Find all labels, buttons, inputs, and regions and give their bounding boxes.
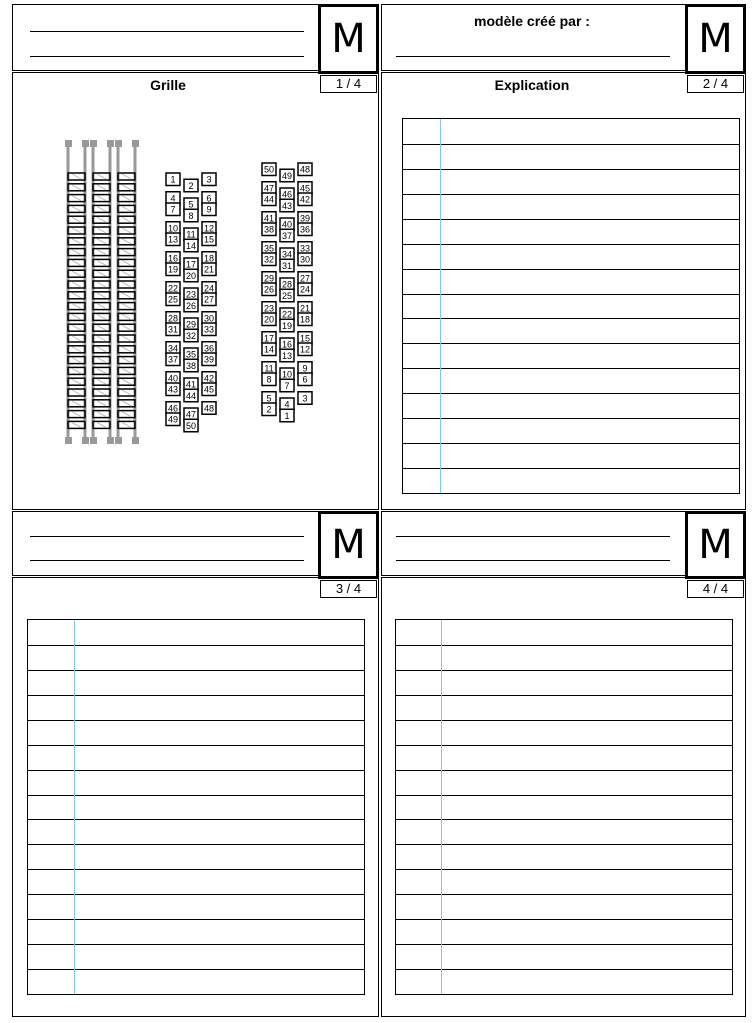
grid-cell-number: 11 bbox=[186, 229, 196, 240]
weave-thread bbox=[122, 347, 131, 352]
weave-thread bbox=[97, 185, 106, 190]
grid-cell-number: 39 bbox=[299, 213, 311, 224]
name-line-4 bbox=[30, 560, 304, 561]
weave-thread bbox=[122, 196, 131, 201]
grid-cell-number: 17 bbox=[185, 259, 197, 270]
grid-cell-number: 26 bbox=[263, 284, 275, 295]
weave-thread bbox=[122, 325, 131, 330]
weave-thread bbox=[97, 260, 106, 265]
weave-thread bbox=[72, 174, 81, 179]
note-line bbox=[28, 795, 364, 796]
grid-cell-number: 15 bbox=[299, 333, 311, 344]
grid-cell-number: 23 bbox=[185, 289, 197, 300]
weave-diagram bbox=[65, 140, 139, 444]
grid-cell-number: 16 bbox=[167, 253, 179, 264]
margin-line bbox=[74, 620, 75, 994]
note-line bbox=[28, 770, 364, 771]
grid-cell-number: 5 bbox=[266, 393, 272, 404]
grid-cell-number: 14 bbox=[185, 240, 197, 251]
grid-illustration bbox=[13, 133, 378, 463]
grid-cell-number: 27 bbox=[299, 273, 311, 284]
grid-cell-number: 18 bbox=[203, 253, 215, 264]
note-line bbox=[396, 869, 732, 870]
logo-m-1: M bbox=[318, 4, 379, 74]
lined-notes-4 bbox=[395, 619, 733, 995]
grid-cell-number: 14 bbox=[263, 344, 275, 355]
weave-thread bbox=[122, 228, 131, 233]
grid-cell-number: 44 bbox=[263, 194, 275, 205]
note-line bbox=[28, 645, 364, 646]
weave-thread bbox=[97, 379, 106, 384]
creator-label: modèle créé par : bbox=[474, 13, 590, 29]
grid-cell-number: 7 bbox=[284, 380, 290, 391]
weave-thread bbox=[72, 206, 81, 211]
note-line bbox=[403, 144, 739, 145]
note-line bbox=[28, 695, 364, 696]
weave-thread bbox=[122, 401, 131, 406]
note-line bbox=[396, 944, 732, 945]
grid-cell-number: 49 bbox=[167, 414, 179, 425]
logo-m-3: M bbox=[318, 511, 379, 579]
weave-thread bbox=[122, 358, 131, 363]
weave-thread bbox=[97, 358, 106, 363]
note-line bbox=[28, 819, 364, 820]
note-line bbox=[28, 944, 364, 945]
weave-thread bbox=[122, 217, 131, 222]
note-line bbox=[28, 894, 364, 895]
weave-thread bbox=[72, 314, 81, 319]
grid-cell-number: 41 bbox=[185, 379, 197, 390]
grid-cell-number: 41 bbox=[263, 213, 275, 224]
weave-thread bbox=[122, 185, 131, 190]
grid-cell-number: 30 bbox=[299, 254, 311, 265]
grid-cell-number: 43 bbox=[281, 200, 293, 211]
grid-cell-number: 46 bbox=[167, 403, 179, 414]
note-line bbox=[28, 969, 364, 970]
weave-thread bbox=[72, 250, 81, 255]
weave-thread bbox=[97, 412, 106, 417]
page-indicator-4: 4 / 4 bbox=[687, 580, 744, 598]
weave-thread bbox=[72, 412, 81, 417]
note-line bbox=[396, 919, 732, 920]
weave-thread bbox=[97, 293, 106, 298]
grid-cell-number: 10 bbox=[167, 223, 179, 234]
note-line bbox=[396, 645, 732, 646]
weave-thread bbox=[72, 336, 81, 341]
note-line bbox=[28, 869, 364, 870]
weave-thread bbox=[122, 250, 131, 255]
weave-thread bbox=[122, 206, 131, 211]
note-line bbox=[396, 894, 732, 895]
note-line bbox=[396, 969, 732, 970]
grid-cell-number: 35 bbox=[263, 243, 275, 254]
grid-cell-number: 3 bbox=[302, 393, 308, 404]
grid-cell-number: 33 bbox=[299, 243, 311, 254]
grid-cell-number: 40 bbox=[167, 373, 179, 384]
grid-cell-number: 3 bbox=[206, 174, 212, 185]
grid-cell-number: 35 bbox=[185, 349, 197, 360]
grid-cell-number: 15 bbox=[203, 234, 215, 245]
name-line-3 bbox=[30, 536, 304, 537]
weave-thread bbox=[72, 325, 81, 330]
panel-2 bbox=[381, 72, 746, 510]
weave-thread bbox=[122, 293, 131, 298]
weave-thread bbox=[122, 271, 131, 276]
note-line bbox=[403, 443, 739, 444]
grid-cell-number: 10 bbox=[281, 369, 293, 380]
margin-line bbox=[440, 119, 441, 493]
panel-4 bbox=[381, 577, 746, 1017]
grid-cell-number: 42 bbox=[299, 194, 311, 205]
weave-thread bbox=[97, 228, 106, 233]
grid-cell-number: 28 bbox=[167, 313, 179, 324]
grid-cell-number: 40 bbox=[281, 219, 293, 230]
grid-cell-number: 36 bbox=[299, 224, 311, 235]
weave-thread bbox=[72, 390, 81, 395]
note-line bbox=[396, 770, 732, 771]
grid-cell-number: 47 bbox=[263, 183, 275, 194]
grid-cell-number: 30 bbox=[203, 313, 215, 324]
weave-thread bbox=[72, 185, 81, 190]
weave-thread bbox=[97, 347, 106, 352]
name-line-6 bbox=[396, 560, 670, 561]
grid-cell-number: 19 bbox=[167, 264, 179, 275]
note-line bbox=[396, 720, 732, 721]
note-line bbox=[28, 720, 364, 721]
weave-thread bbox=[72, 422, 81, 427]
note-line bbox=[396, 695, 732, 696]
grid-cell-number: 4 bbox=[284, 399, 290, 410]
lined-notes-3 bbox=[27, 619, 365, 995]
weave-thread bbox=[122, 422, 131, 427]
note-line bbox=[403, 343, 739, 344]
grid-cell-number: 6 bbox=[302, 374, 308, 385]
weave-thread bbox=[97, 401, 106, 406]
note-line bbox=[28, 670, 364, 671]
grid-cell-number: 50 bbox=[263, 164, 275, 175]
grid-cell-number: 27 bbox=[203, 294, 215, 305]
panel-1 bbox=[12, 72, 379, 510]
note-line bbox=[396, 670, 732, 671]
weave-thread bbox=[97, 314, 106, 319]
grid-cell-number: 21 bbox=[203, 264, 215, 275]
grid-cell-number: 17 bbox=[263, 333, 275, 344]
weave-thread bbox=[97, 206, 106, 211]
grid-cell-number: 34 bbox=[281, 249, 293, 260]
note-line bbox=[396, 745, 732, 746]
weave-thread bbox=[122, 336, 131, 341]
grid-cell-number: 26 bbox=[185, 300, 197, 311]
page-indicator-3: 3 / 4 bbox=[320, 580, 377, 598]
grid-cell-number: 29 bbox=[185, 319, 197, 330]
grid-cell-number: 24 bbox=[299, 284, 311, 295]
grid-cell-number: 46 bbox=[281, 189, 293, 200]
grid-cell-number: 23 bbox=[263, 303, 275, 314]
grid-cell-number: 43 bbox=[167, 384, 179, 395]
weave-thread bbox=[72, 293, 81, 298]
grid-cell-number: 44 bbox=[185, 390, 197, 401]
lined-notes-2 bbox=[402, 118, 740, 494]
note-line bbox=[403, 169, 739, 170]
weave-thread bbox=[97, 368, 106, 373]
weave-thread bbox=[97, 336, 106, 341]
weave-thread bbox=[97, 196, 106, 201]
grid-cell-number: 34 bbox=[167, 343, 179, 354]
note-line bbox=[396, 819, 732, 820]
grid-cell-number: 32 bbox=[185, 330, 197, 341]
grid-cell-number: 22 bbox=[167, 283, 179, 294]
grid-cell-number: 31 bbox=[281, 260, 293, 271]
grid-cell-number: 25 bbox=[167, 294, 179, 305]
weave-thread bbox=[97, 217, 106, 222]
name-line-2 bbox=[30, 56, 304, 57]
grid-cell-number: 9 bbox=[302, 363, 308, 374]
note-line bbox=[396, 795, 732, 796]
name-line-5 bbox=[396, 536, 670, 537]
grid-cell-number: 36 bbox=[203, 343, 215, 354]
grid-cell-number: 13 bbox=[167, 234, 179, 245]
grid-cell-number: 6 bbox=[206, 193, 212, 204]
grid-cell-number: 38 bbox=[263, 224, 275, 235]
weave-thread bbox=[97, 390, 106, 395]
grid-cell-number: 47 bbox=[185, 409, 197, 420]
grid-cell-number: 20 bbox=[263, 314, 275, 325]
grid-cell-number: 45 bbox=[299, 183, 311, 194]
grid-cell-number: 38 bbox=[185, 360, 197, 371]
grid-cell-number: 29 bbox=[263, 273, 275, 284]
note-line bbox=[403, 244, 739, 245]
panel-2-title: Explication bbox=[494, 77, 570, 93]
weave-thread bbox=[72, 401, 81, 406]
weave-thread bbox=[97, 239, 106, 244]
grid-cell-number: 9 bbox=[206, 204, 212, 215]
grid-cell-number: 11 bbox=[264, 363, 274, 374]
panel-1-title: Grille bbox=[150, 77, 186, 93]
weave-thread bbox=[72, 271, 81, 276]
grid-cell-number: 21 bbox=[299, 303, 311, 314]
grid-cell-number: 24 bbox=[203, 283, 215, 294]
grid-cell-number: 18 bbox=[299, 314, 311, 325]
weave-thread bbox=[72, 304, 81, 309]
note-line bbox=[28, 745, 364, 746]
weave-thread bbox=[72, 282, 81, 287]
grid-cell-number: 45 bbox=[203, 384, 215, 395]
note-line bbox=[403, 468, 739, 469]
weave-thread bbox=[97, 304, 106, 309]
weave-thread bbox=[72, 368, 81, 373]
grid-cell-number: 37 bbox=[281, 230, 293, 241]
weave-thread bbox=[97, 271, 106, 276]
note-line bbox=[28, 844, 364, 845]
note-line bbox=[403, 294, 739, 295]
grid-cell-number: 19 bbox=[281, 320, 293, 331]
note-line bbox=[403, 418, 739, 419]
panel-3 bbox=[12, 577, 379, 1017]
grid-cell-number: 1 bbox=[284, 410, 290, 421]
grid-cell-number: 2 bbox=[188, 180, 194, 191]
grid-cell-number: 13 bbox=[281, 350, 293, 361]
grid-cell-number: 42 bbox=[203, 373, 215, 384]
grid-cell-number: 39 bbox=[203, 354, 215, 365]
page-indicator-1: 1 / 4 bbox=[320, 75, 377, 93]
weave-thread bbox=[122, 412, 131, 417]
grid-cell-number: 32 bbox=[263, 254, 275, 265]
weave-thread bbox=[122, 282, 131, 287]
weave-thread bbox=[97, 325, 106, 330]
creator-line bbox=[396, 56, 670, 57]
note-line bbox=[28, 919, 364, 920]
weave-thread bbox=[122, 260, 131, 265]
weave-thread bbox=[72, 196, 81, 201]
weave-thread bbox=[122, 314, 131, 319]
logo-m-2: M bbox=[685, 4, 746, 74]
weave-thread bbox=[72, 217, 81, 222]
numbered-grid-right bbox=[262, 163, 312, 422]
note-line bbox=[396, 844, 732, 845]
weave-thread bbox=[97, 282, 106, 287]
grid-cell-number: 28 bbox=[281, 279, 293, 290]
margin-line bbox=[441, 620, 442, 994]
note-line bbox=[403, 269, 739, 270]
weave-thread bbox=[72, 260, 81, 265]
weave-thread bbox=[122, 304, 131, 309]
grid-cell-number: 8 bbox=[188, 210, 194, 221]
weave-thread bbox=[122, 368, 131, 373]
note-line bbox=[403, 194, 739, 195]
note-line bbox=[403, 219, 739, 220]
weave-thread bbox=[72, 358, 81, 363]
logo-m-4: M bbox=[685, 511, 746, 579]
grid-cell-number: 50 bbox=[185, 420, 197, 431]
weave-thread bbox=[72, 239, 81, 244]
weave-thread bbox=[72, 347, 81, 352]
grid-cell-number: 4 bbox=[170, 193, 176, 204]
name-line-1 bbox=[30, 31, 304, 32]
grid-cell-number: 48 bbox=[203, 403, 215, 414]
weave-thread bbox=[72, 228, 81, 233]
note-line bbox=[403, 368, 739, 369]
grid-cell-number: 48 bbox=[299, 164, 311, 175]
grid-cell-number: 25 bbox=[281, 290, 293, 301]
grid-cell-number: 33 bbox=[203, 324, 215, 335]
grid-cell-number: 22 bbox=[281, 309, 293, 320]
grid-cell-number: 8 bbox=[266, 374, 272, 385]
weave-thread bbox=[97, 174, 106, 179]
note-line bbox=[403, 393, 739, 394]
weave-thread bbox=[122, 239, 131, 244]
weave-thread bbox=[97, 250, 106, 255]
grid-cell-number: 2 bbox=[266, 404, 272, 415]
weave-thread bbox=[97, 422, 106, 427]
weave-thread bbox=[72, 379, 81, 384]
weave-thread bbox=[122, 390, 131, 395]
weave-thread bbox=[122, 379, 131, 384]
grid-cell-number: 37 bbox=[167, 354, 179, 365]
grid-cell-number: 1 bbox=[170, 174, 176, 185]
note-line bbox=[403, 318, 739, 319]
grid-cell-number: 20 bbox=[185, 270, 197, 281]
grid-cell-number: 12 bbox=[299, 344, 311, 355]
numbered-grid-middle bbox=[166, 173, 216, 432]
grid-cell-number: 5 bbox=[188, 199, 194, 210]
grid-cell-number: 12 bbox=[203, 223, 215, 234]
weave-thread bbox=[122, 174, 131, 179]
grid-cell-number: 7 bbox=[170, 204, 176, 215]
grid-cell-number: 31 bbox=[167, 324, 179, 335]
grid-cell-number: 16 bbox=[281, 339, 293, 350]
grid-cell-number: 49 bbox=[281, 170, 293, 181]
page-indicator-2: 2 / 4 bbox=[687, 75, 744, 93]
